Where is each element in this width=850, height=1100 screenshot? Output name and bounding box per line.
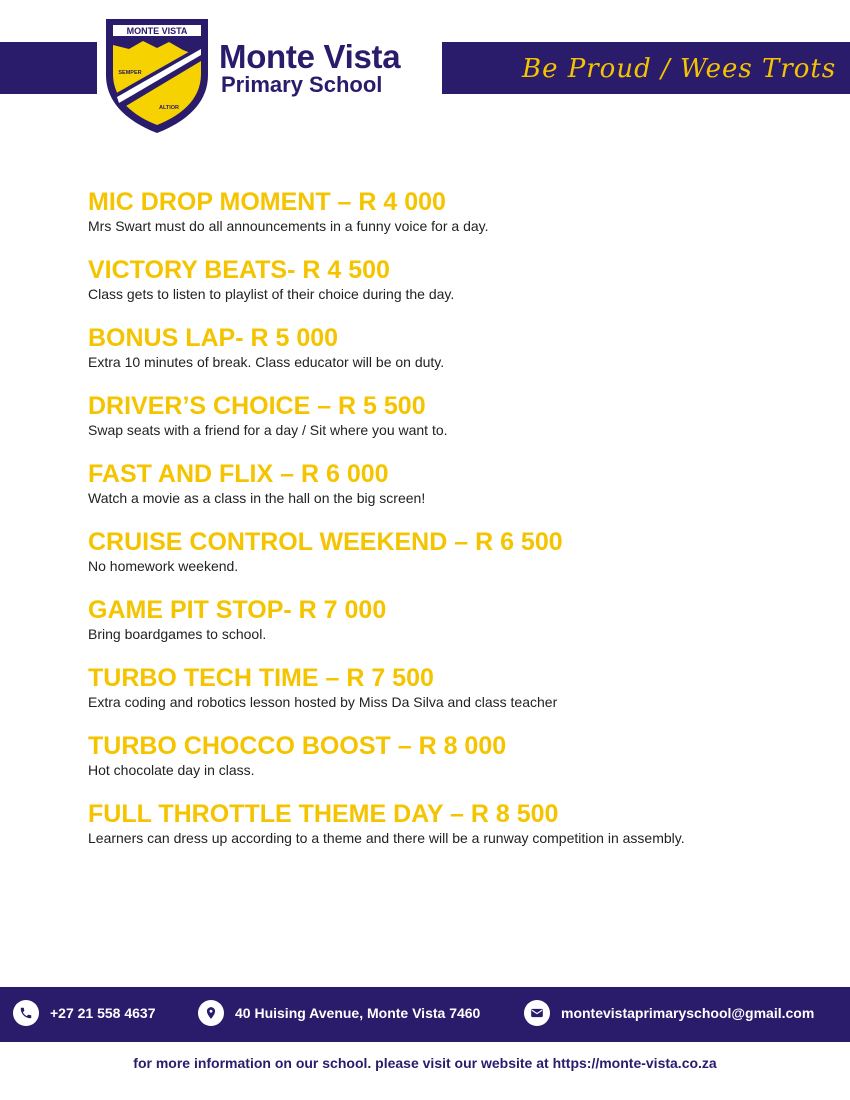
reward-description: Extra coding and robotics lesson hosted by Miss Da Silva and class teacher (88, 694, 558, 710)
reward-item (88, 256, 768, 303)
reward-description: Learners can dress up according to a theme and there will be a runway competition in assembly. (88, 830, 685, 846)
crest-bottom-text: ALTIOR (158, 105, 180, 111)
school-name-line2: Primary School (221, 72, 383, 97)
reward-item (88, 528, 768, 575)
reward-title: DRIVER’S CHOICE – R 5 500 (88, 392, 426, 420)
reward-title: FAST AND FLIX – R 6 000 (88, 460, 389, 488)
location-pin-icon (198, 1000, 224, 1026)
reward-title: GAME PIT STOP- R 7 000 (88, 596, 387, 624)
phone-icon (13, 1000, 39, 1026)
reward-description: Watch a movie as a class in the hall on the big screen! (88, 490, 426, 506)
reward-description: No homework weekend. (88, 558, 239, 574)
reward-item (88, 460, 768, 507)
reward-item (88, 392, 768, 439)
reward-description: Extra 10 minutes of break. Class educator will be on duty. (88, 354, 445, 370)
reward-title: MIC DROP MOMENT – R 4 000 (88, 188, 446, 216)
crest-left-text: SEMPER (118, 70, 142, 76)
reward-description: Swap seats with a friend for a day / Sit where you want to. (88, 422, 448, 438)
website-note: for more information on our school. please visit our website at https://monte-vista.co.za (133, 1055, 717, 1071)
reward-item (88, 596, 768, 643)
school-name (219, 40, 400, 96)
reward-description: Class gets to listen to playlist of their choice during the day. (88, 286, 455, 302)
reward-description: Bring boardgames to school. (88, 626, 267, 642)
reward-title: CRUISE CONTROL WEEKEND – R 6 500 (88, 528, 563, 556)
reward-title: FULL THROTTLE THEME DAY – R 8 500 (88, 800, 559, 828)
reward-title: VICTORY BEATS- R 4 500 (88, 256, 390, 284)
email-address[interactable]: montevistaprimaryschool@gmail.com (561, 1005, 815, 1021)
email-icon (524, 1000, 550, 1026)
reward-list (88, 188, 768, 868)
reward-item (88, 188, 768, 235)
reward-title: TURBO CHOCCO BOOST – R 8 000 (88, 732, 507, 760)
school-motto: Be Proud / Wees Trots (522, 54, 837, 84)
crest-top-text: MONTE VISTA (126, 26, 188, 36)
reward-item (88, 800, 768, 847)
reward-item (88, 324, 768, 371)
reward-description: Hot chocolate day in class. (88, 762, 255, 778)
footer-email (524, 1000, 814, 1026)
phone-number[interactable]: +27 21 558 4637 (50, 1005, 156, 1021)
header-band-left (0, 42, 97, 94)
contact-footer (0, 987, 850, 1042)
school-crest-logo (103, 17, 211, 135)
reward-title: BONUS LAP- R 5 000 (88, 324, 339, 352)
reward-title: TURBO TECH TIME – R 7 500 (88, 664, 434, 692)
school-name-line1: Monte Vista (219, 38, 401, 75)
footer-address (198, 1000, 480, 1026)
footer-phone (13, 1000, 156, 1026)
address-text: 40 Huising Avenue, Monte Vista 7460 (235, 1005, 481, 1021)
reward-description: Mrs Swart must do all announcements in a funny voice for a day. (88, 218, 489, 234)
reward-item (88, 732, 768, 779)
reward-item (88, 664, 768, 711)
